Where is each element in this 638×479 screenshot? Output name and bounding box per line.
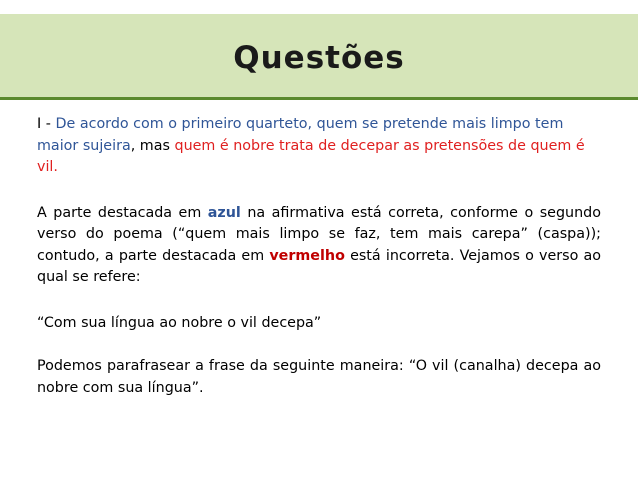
highlight-red-word: vermelho <box>269 247 345 264</box>
question-blue-part: De acordo com o primeiro quarteto, quem se pretende mais limpo tem maior sujeira <box>37 116 564 154</box>
slide-content <box>37 114 601 399</box>
explanation-text-3: está incorreta. Vejamos o verso ao qual se refere: <box>37 247 601 285</box>
title-bar <box>0 14 638 100</box>
highlight-blue-word: azul <box>207 204 241 221</box>
question-separator: , mas <box>130 137 175 154</box>
explanation-text-1: A parte destacada em <box>37 204 208 221</box>
explanation-text-2: na afirmativa está correta, conforme o segundo verso do poema (“quem mais limpo se faz, tem mais carepa” (caspa)); contudo, a parte destacada em <box>37 204 601 264</box>
question-prefix: I - <box>37 116 56 132</box>
question-end: . <box>53 159 58 175</box>
question-red-part: quem é nobre trata de decepar as pretensões de quem é vil <box>37 137 585 175</box>
explanation-paragraph <box>37 203 601 289</box>
paraphrase-paragraph: Podemos parafrasear a frase da seguinte maneira: “O vil (canalha) decepa ao nobre com sua língua”. <box>37 358 601 396</box>
page-title: Questões <box>233 39 405 76</box>
quote-paragraph: “Com sua língua ao nobre o vil decepa” <box>37 314 322 331</box>
question-paragraph <box>37 114 601 179</box>
